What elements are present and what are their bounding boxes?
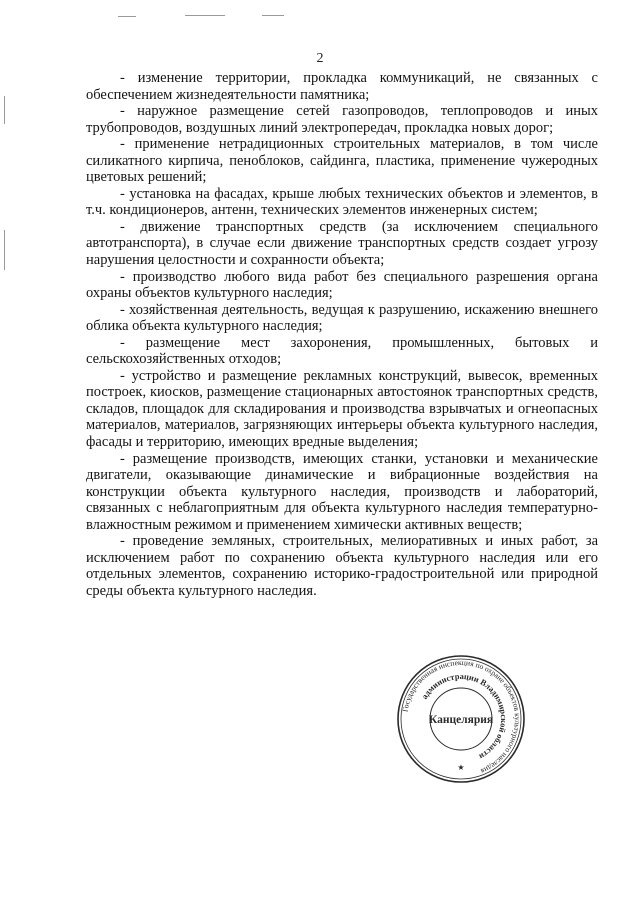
stamp-star-icon: ★ [457, 763, 465, 772]
restriction-item: - изменение территории, прокладка коммуникаций, не связанных с обеспечением жизнедеятельности памятника; [86, 70, 598, 103]
document-body [86, 70, 598, 600]
stamp-outer-text: Государственная инспекция по охране объектов культурного наследия [400, 657, 523, 776]
scan-artifact [4, 230, 5, 270]
stamp-seal [396, 654, 526, 784]
restriction-item: - установка на фасадах, крыше любых технических объектов и элементов, в т.ч. кондиционеров, антенн, технических элементов инженерных систем; [86, 185, 598, 219]
restriction-item: - наружное размещение сетей газопроводов, теплопроводов и иных трубопроводов, воздушных линий электропередач, прокладка новых дорог; [86, 103, 598, 136]
restriction-item: - устройство и размещение рекламных конструкций, вывесок, временных построек, киосков, размещение стационарных автостоянок транспортных средств, складов, площадок для складирования и производства взрывчатых и огнеопасных материалов, материалов, загрязняющих интерьеры объекта культурного наследия, фасады и территорию, имеющих вредные выделения; [86, 367, 598, 451]
restriction-item: - применение нетрадиционных строительных материалов, в том числе силикатного кирпича, пеноблоков, сайдинга, пластика, применение чужеродных цветовых решений; [86, 136, 598, 186]
office-stamp [396, 654, 526, 784]
restriction-item: - производство любого вида работ без специального разрешения органа охраны объектов культурного наследия; [86, 268, 598, 302]
page-number: 2 [316, 51, 324, 66]
restriction-item: - размещение мест захоронения, промышленных, бытовых и сельскохозяйственных отходов; [86, 334, 598, 368]
scan-artifact [4, 96, 5, 124]
scan-artifact [185, 15, 225, 16]
restriction-item: - размещение производств, имеющих станки, установки и механические двигатели, оказывающие динамические и вибрационные воздействия на конструкции объекта культурного наследия, производств и лабораторий, связанных с неблагоприятным для объекта культурного наследия температурно-влажностным режимом и применением химически активных веществ; [86, 450, 598, 533]
scan-artifact [262, 15, 284, 16]
stamp-inner-text: администрации Владимирской области [419, 671, 509, 762]
restriction-item: - хозяйственная деятельность, ведущая к разрушению, искажению внешнего облика объекта культурного наследия; [86, 301, 598, 335]
restriction-item: - проведение земляных, строительных, мелиоративных и иных работ, за исключением работ по сохранению объекта культурного наследия или его отдельных элементов, сохранению историко-градостроительной или природной среды объекта культурного наследия. [86, 533, 598, 599]
scan-artifact [118, 16, 136, 17]
restriction-item: - движение транспортных средств (за исключением специального автотранспорта), в случае если движение транспортных средств создает угрозу нарушения целостности и сохранности объекта; [86, 218, 598, 269]
stamp-center-text: Канцелярия [428, 714, 494, 726]
